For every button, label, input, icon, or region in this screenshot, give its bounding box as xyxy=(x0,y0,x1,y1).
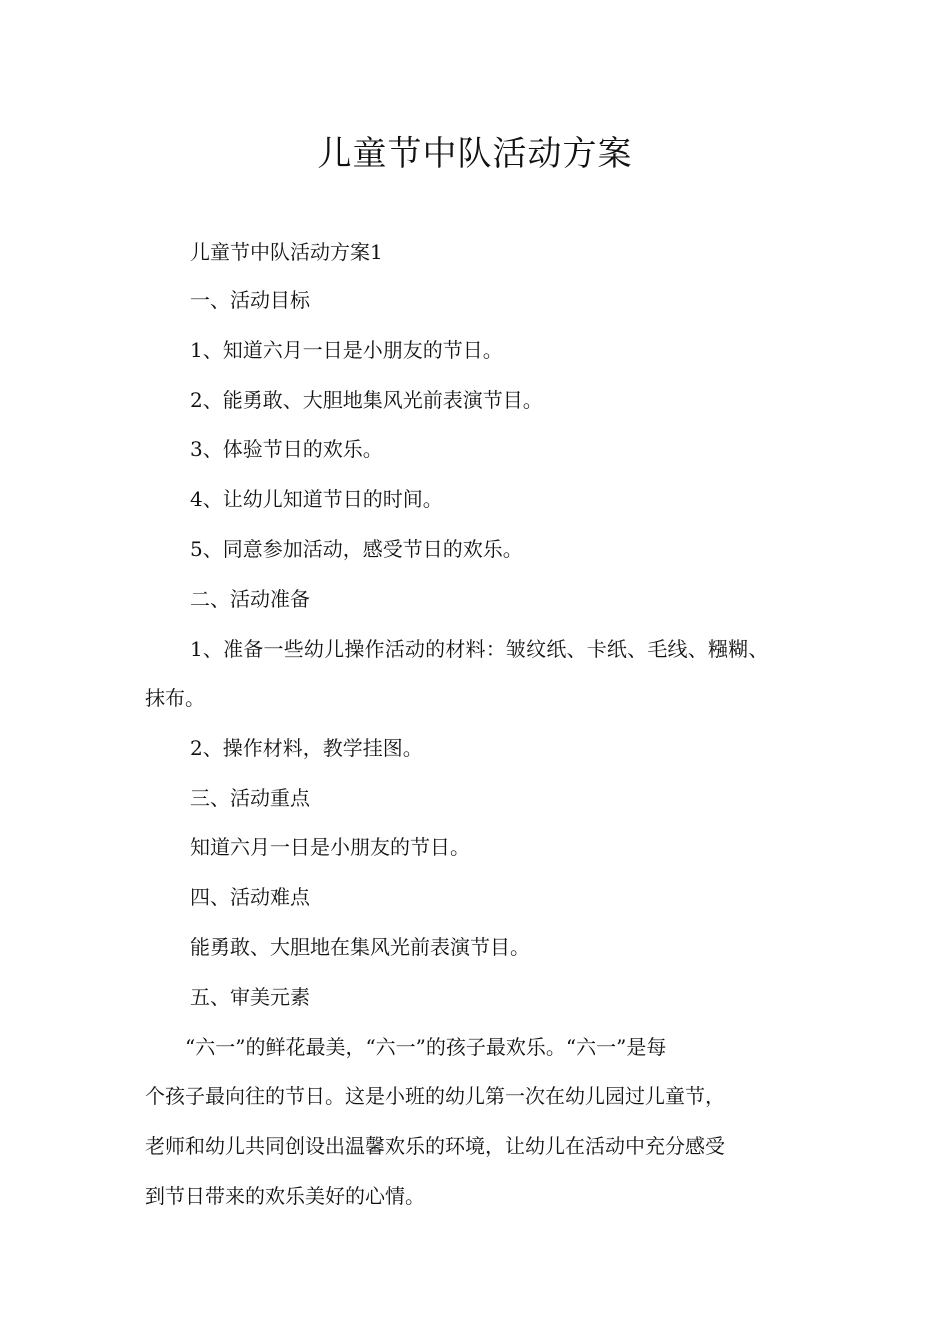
section-heading-focus: 三、活动重点 xyxy=(190,786,310,810)
section-heading-preparation: 二、活动准备 xyxy=(190,587,310,611)
section-heading-plan-1: 儿童节中队活动方案1 xyxy=(190,240,383,264)
section-heading-goals: 一、活动目标 xyxy=(190,288,310,312)
goal-item-4: 4、让幼儿知道节日的时间。 xyxy=(190,487,443,511)
goal-item-3: 3、体验节日的欢乐。 xyxy=(190,437,383,461)
goal-item-2: 2、能勇敢、大胆地集风光前表演节目。 xyxy=(190,388,543,412)
difficulty-text: 能勇敢、大胆地在集风光前表演节目。 xyxy=(190,935,530,959)
aesthetic-paragraph-line-2: 个孩子最向往的节日。这是小班的幼儿第一次在幼儿园过儿童节， xyxy=(145,1084,725,1108)
aesthetic-paragraph-line-3: 老师和幼儿共同创设出温馨欢乐的环境，让幼儿在活动中充分感受 xyxy=(145,1134,725,1158)
preparation-item-1-line-2: 抹布。 xyxy=(145,686,205,710)
goal-item-5: 5、同意参加活动，感受节日的欢乐。 xyxy=(190,537,523,561)
document-title: 儿童节中队活动方案 xyxy=(317,134,633,174)
preparation-item-2: 2、操作材料，教学挂图。 xyxy=(190,736,423,760)
aesthetic-paragraph-line-1: “六一”的鲜花最美，“六一”的孩子最欢乐。“六一”是每 xyxy=(185,1035,667,1059)
preparation-item-1-line-1: 1、准备一些幼儿操作活动的材料：皱纹纸、卡纸、毛线、糨糊、 xyxy=(190,637,769,661)
aesthetic-paragraph-line-4: 到节日带来的欢乐美好的心情。 xyxy=(145,1184,425,1208)
goal-item-1: 1、知道六月一日是小朋友的节日。 xyxy=(190,338,503,362)
section-heading-aesthetic: 五、审美元素 xyxy=(190,985,310,1009)
section-heading-difficulty: 四、活动难点 xyxy=(190,885,310,909)
focus-text: 知道六月一日是小朋友的节日。 xyxy=(190,835,470,859)
